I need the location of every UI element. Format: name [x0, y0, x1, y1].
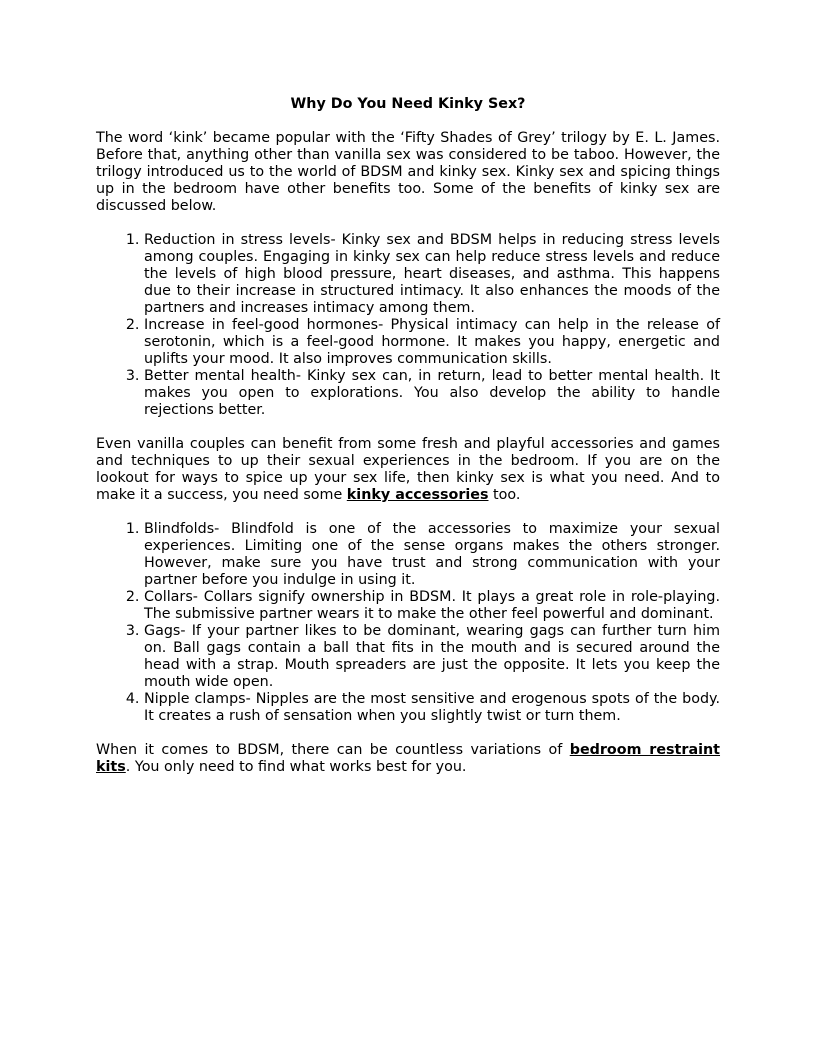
list-item: 3. Gags- If your partner likes to be dominant, wearing gags can further turn him on. Ball gags contain a ball that fits in the mouth and is secured around the head with a strap. Mouth spreaders are just the opposite. It lets you keep the mouth wide open.	[144, 623, 720, 691]
page-title: Why Do You Need Kinky Sex?	[290, 96, 526, 112]
list-item: 1. Reduction in stress levels- Kinky sex and BDSM helps in reducing stress levels among couples. Engaging in kinky sex can help reduce stress levels and reduce the levels of high blood pressure, heart diseases, and asthma. This happens due to their increase in structured intimacy. It also enhances the moods of the partners and increases intimacy among them.	[144, 232, 720, 317]
intro-paragraph: The word ‘kink’ became popular with the ‘Fifty Shades of Grey’ trilogy by E. L. James. Before that, anything other than vanilla sex was considered to be taboo. However, the trilogy introduced us to the world of BDSM and kinky sex. Kinky sex and spicing things up in the bedroom have other benefits too. Some of the benefits of kinky sex are discussed below.	[96, 130, 720, 214]
bedroom-restraint-kits-link[interactable]: bedroom restraint kits	[96, 742, 721, 775]
paragraph-text: . You only need to find what works best for you.	[125, 759, 467, 775]
kinky-accessories-link[interactable]: kinky accessories	[346, 487, 489, 503]
list-item: 4. Nipple clamps- Nipples are the most sensitive and erogenous spots of the body. It creates a rush of sensation when you slightly twist or turn them.	[144, 691, 720, 725]
accessories-paragraph	[96, 436, 720, 504]
list-item: 2. Increase in feel-good hormones- Physical intimacy can help in the release of serotonin, which is a feel-good hormone. It makes you happy, energetic and uplifts your mood. It also improves communication skills.	[144, 317, 720, 368]
accessories-list	[96, 521, 720, 725]
benefits-list	[96, 232, 720, 419]
document-page	[96, 96, 720, 776]
list-item: 2. Collars- Collars signify ownership in BDSM. It plays a great role in role-playing. The submissive partner wears it to make the other feel powerful and dominant.	[144, 589, 720, 623]
paragraph-text: too.	[488, 487, 521, 503]
list-item: 3. Better mental health- Kinky sex can, in return, lead to better mental health. It makes you open to explorations. You also develop the ability to handle rejections better.	[144, 368, 720, 419]
closing-paragraph	[96, 742, 720, 776]
paragraph-text: When it comes to BDSM, there can be countless variations of	[96, 742, 570, 758]
list-item: 1. Blindfolds- Blindfold is one of the accessories to maximize your sexual experiences. Limiting one of the sense organs makes the others stronger. However, make sure you have trust and strong communication with your partner before you indulge in using it.	[144, 521, 720, 589]
paragraph-text: Even vanilla couples can benefit from some fresh and playful accessories and games and techniques to up their sexual experiences in the bedroom. If you are on the lookout for ways to spice up your sex life, then kinky sex is what you need. And to make it a success, you need some	[96, 436, 720, 503]
